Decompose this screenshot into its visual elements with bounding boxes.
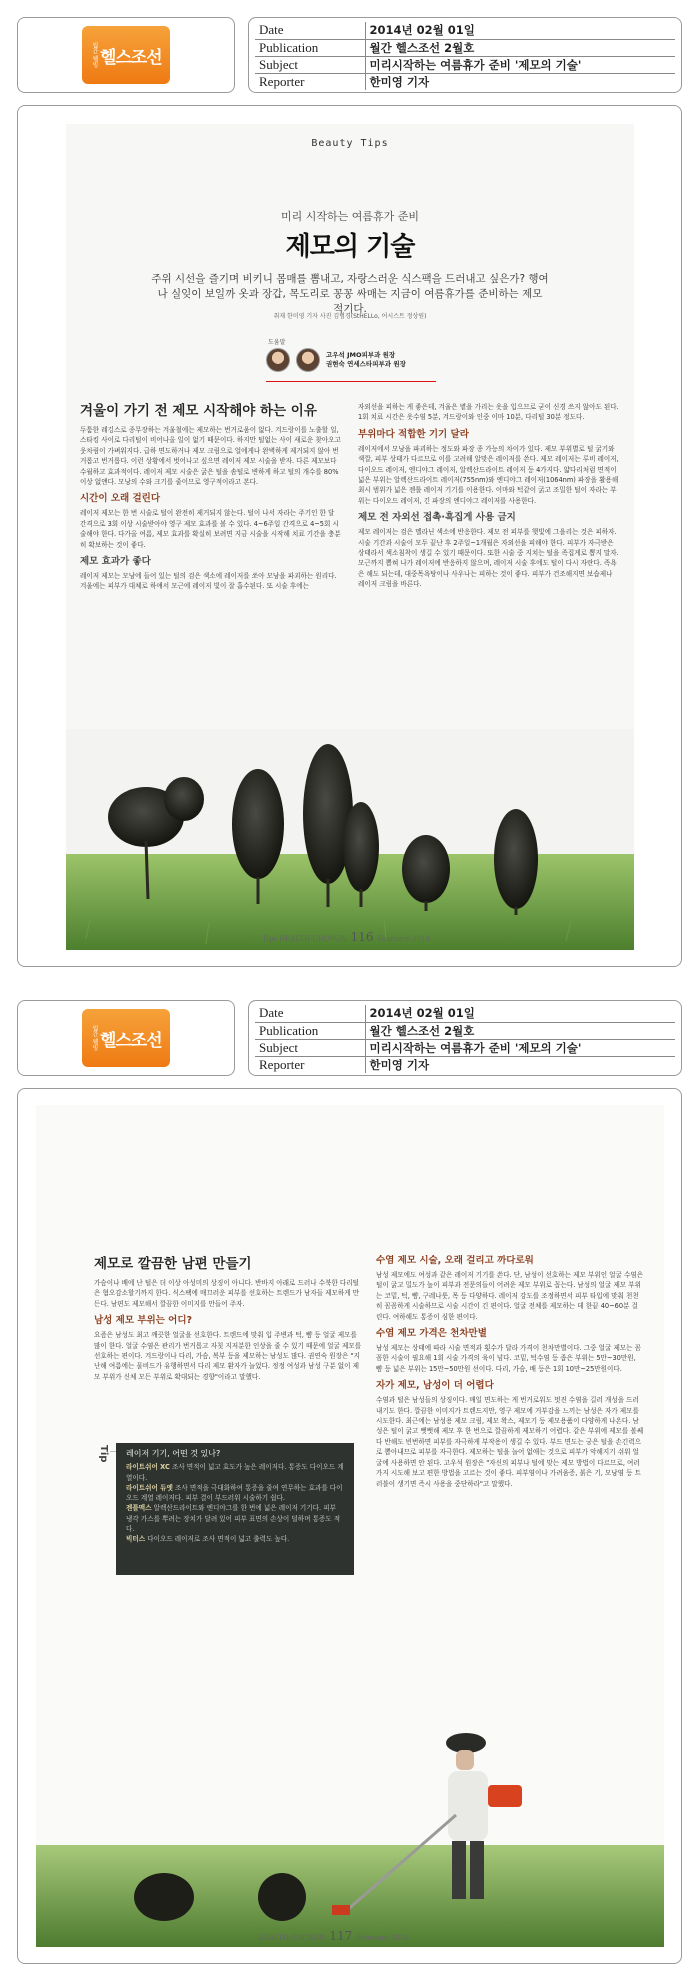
folio-right: February 2014 xyxy=(377,935,430,943)
tip-item-name: 라이트쉬어 XC xyxy=(126,1463,170,1472)
helper-avatar-1 xyxy=(266,348,290,372)
helper-name-1: 고우석 JMO피부과 원장 xyxy=(326,351,396,359)
subheading-precautions: 제모 전 자외선 접촉·흑집게 사용 금지 xyxy=(358,512,516,524)
paragraph: 요즘은 남성도 최고 깨끗한 얼굴을 선호한다. 트랜드에 맞춰 입 주변과 턱, 뺨 등 얼굴 제모를 많이 한다. 얼굴 수염은 관리가 번거롭고 자칫 지저분한 인상을 줄 수 있기 때문에 얼굴 제모를 선호하는 편이다. 겨드랑이나 다리, 가슴, 복부 등을 제모하는 남성도 많다. 권연숙 원장은 "지난해 여름에는 물비드가 유행하면서 다리 제모 환자가 늘었다. 정정 여성과 남성 구분 없이 제모 부위가 신체 모든 부위로 확대되는 경향"이라고 말했다. xyxy=(94,1331,362,1381)
page-folio-117 xyxy=(258,1929,409,1943)
paragraph: 제모 레이저는 검은 멜라닌 색소에 반응한다. 제모 전 피부를 햇빛에 그을리는 것은 피하자. 시술 기간과 시술이 모두 끝난 후 2주일~1개월은 자외선을 피해야 한다. 피부가 자극받은 상태라서 색소침착이 생길 수 있기 때문이다. 또한 시술 중 지치는 털을 족집게로 뽑지 말자. 모근까지 뽑혀 나가 레이저에 반응하지 않으며, 레이저 시술 후에도 털이 다시 자란다. 족욕은 해도 되는데, 대중목욕탕이나 사우나는 피하는 것이 좋다. 피부가 건조해지면 보습제나 레이저 크림을 바른다. xyxy=(358,528,619,589)
subheading-takes-time: 시간이 오래 걸린다 xyxy=(80,493,161,505)
logo-text: 헬스조선 xyxy=(99,47,162,68)
page-116-column-1 xyxy=(80,402,342,660)
logo-text: 헬스조선 xyxy=(99,1030,162,1051)
page-116-sheet xyxy=(66,124,634,950)
subheading-self-removal: 자가 제모, 남성이 더 어렵다 xyxy=(376,1380,494,1392)
article-meta-box-2 xyxy=(248,1000,682,1076)
publication-logo-box-2 xyxy=(17,1000,235,1076)
meta-label-reporter: Reporter xyxy=(255,73,365,90)
paragraph: 레이저에서 모낭을 파괴하는 정도와 파장 종 가능의 차이가 있다. 제모 부위별로 털 굵기와 색깔, 피부 상태가 다르므로 이를 고려해 알맞은 레이저를 쓴다. 제모 레이저는 루비 레이저, 다이오드 레이저, 엔디야그 레이저, 알렉산드라이트 레이저 등 4가지다. 얇다리처럼 면적이 넓은 부위는 알렉산드라이트 레이저(755nm)와 엔디야그 레이저(1064nm) 파장을 활용해 최시 범위가 넓은 젠틀 레이저 기기를 이용한다. 이마와 턱같이 굵고 조밀한 털이 자라는 부위는 다이오드 레이저, 긴 파장의 엔디야그 레이저를 사용한다. xyxy=(358,444,619,505)
article-page-116 xyxy=(17,105,682,967)
page-folio-116 xyxy=(262,930,430,944)
tip-item xyxy=(126,1503,344,1534)
meta-label-subject: Subject xyxy=(255,56,365,73)
folio-left: HEALTH CHOSUN xyxy=(258,1934,326,1942)
helper-name-2: 권현숙 연세스타피부과 원장 xyxy=(326,360,406,368)
tip-item-name: 라이트쉬어 듀엣 xyxy=(126,1483,173,1492)
subheading-device-by-area: 부위마다 적합한 기기 달라 xyxy=(358,428,469,440)
meta-label-publication: Publication xyxy=(255,39,365,56)
meta-date: 2014년 02월 01일 xyxy=(365,1005,675,1022)
health-chosun-logo xyxy=(82,26,170,84)
logo-small-text: 월간 웰빙 xyxy=(90,42,98,68)
logo-small-text: 월간 웰빙 xyxy=(90,1025,98,1051)
tip-item-desc: 조사 면적이 넓고 효도가 높은 레이저다. 통증도 다이오드 계열이다. xyxy=(126,1463,344,1482)
paragraph: 자외선을 피하는 게 좋은데, 겨울은 볕을 가리는 옷을 입으므로 굳이 신경 쓰지 않아도 된다. 1회 치료 시간은 옷수염 5분, 겨드랑이와 인중 이마 10분, 다리털 30분 정도다. xyxy=(358,403,619,422)
page-116-column-2 xyxy=(358,402,620,660)
page-117-column-2 xyxy=(376,1255,644,1590)
subheading-effect-good: 제모 효과가 좋다 xyxy=(80,556,151,568)
helper-label: 도움말 xyxy=(268,339,286,346)
man-trimming-shrubs-photo xyxy=(36,1615,664,1947)
meta-label-publication: Publication xyxy=(255,1022,365,1039)
folio-left: Tips HEALTH CHOSUN xyxy=(262,935,347,943)
helper-names xyxy=(326,351,406,369)
paragraph: 두툼한 레깅스로 종무장하는 겨울철에는 제모하는 번거로움이 없다. 겨드랑이를 노출할 일, 스타킹 사이로 다리털이 비어나올 일이 없기 때문이다. 하지만 털없는 사이 새로운 찾아오고 웃차림이 가벼워지다. 급하 면도하거나 제모 크림으로 얼에게나 완벽하게 제거되지 않아 번거롭고 번거롭다. 이런 상황에서 벗어나고 싶으면 레이저 제모 시술을 받자. 다른 제모보다 수월하고 효과적이다. 레이저 제모 시술은 굵은 털을 솜털로 변하게 하고 털의 개수를 80% 이상 없앤다. 모낭의 수와 크기를 줄이므로 영구적이라고 본다. xyxy=(80,426,341,487)
section-label: Beauty Tips xyxy=(311,138,389,149)
helpers-row xyxy=(266,348,406,372)
meta-label-date: Date xyxy=(255,1005,365,1022)
meta-label-reporter: Reporter xyxy=(255,1056,365,1073)
tip-box-laser-devices xyxy=(116,1443,354,1575)
article-meta-box xyxy=(248,17,682,93)
page-number: 117 xyxy=(329,1929,353,1943)
paragraph: 수염과 털은 남성들의 상징이다. 매일 면도하는 게 번거로워도 멋진 수염을 길러 개성을 드러내기도 한다. 깔끔한 이미지가 트렌드지만, 영구 제모에 거부감을 느끼는 남성은 자가 제모를 시도한다. 최근에는 남성용 제모 크림, 제모 왁스, 제모기 등 제모용품이 다양하게 나온다. 남성은 털이 굵고 뻣뻣해 제모 후 한 번으로 깔끔하게 제모하기 어렵다. 같은 부위에 제모를 볼쎄다 반해도 빈번하면 피부를 자극하게 부작용이 생길 수 있다. 부드 면도는 궁은 털을 손긴력으로 뽑아내므로 피부를 자극한다. 제모하는 털을 늘어 없애는 것으로 피부가 악해지기 쉬워 얼굴에 사용하면 안 된다. 고우석 원장은 "자신의 피부나 털에 맞는 제모 방법이 다르므로, 여러 가지 시도해 보고 편한 방법을 고르는 것이 좋다. 피부염이나 가려움증, 붉은 기, 모낭염 등 트러블이 생기면 즉시 사용을 중단하라"고 말했다. xyxy=(376,1396,644,1488)
page-117-column-1 xyxy=(94,1255,362,1395)
article-meta-table xyxy=(255,1005,675,1073)
subheading-male-areas: 남성 제모 부위는 어디? xyxy=(94,1315,193,1327)
section-heading-husband: 제모로 깔끔한 남편 만들기 xyxy=(94,1256,252,1272)
article-page-117 xyxy=(17,1088,682,1964)
subheading-beard-removal: 수염 제모 시술, 오래 걸리고 까다로워 xyxy=(376,1255,534,1266)
paragraph: 레이저 제모는 한 번 시술로 털이 완전히 제거되지 않는다. 털이 나서 자라는 주기인 한 달 간격으로 3회 이상 시술받아야 영구 제모 효과를 볼 수 있다. 4~6주일 간격으로 4~5회 시술해야 한다. 다가올 여름, 제모 효과를 확실히 보려면 지금 시술을 시작해 치료 기간을 충분히 확보하는 것이 좋다. xyxy=(80,509,341,549)
trees-on-grass-photo xyxy=(66,729,634,950)
article-lead: 주위 시선을 즐기며 비키니 몸매를 뽐내고, 자랑스러운 식스팩을 드러내고 싶은가? 행여나 실잊이 보일까 옷과 장갑, 목도리로 꽁꽁 싸매는 지금이 여름휴가를 준비하는 제모 적기다. xyxy=(151,273,549,315)
meta-label-date: Date xyxy=(255,22,365,39)
page-number: 116 xyxy=(350,930,374,944)
meta-subject: 미리시작하는 여름휴가 준비 '제모의 기술' xyxy=(365,56,675,73)
helper-underline xyxy=(266,381,436,382)
helper-avatar-2 xyxy=(296,348,320,372)
tip-item-desc: 다이오드 레이저로 조사 면적이 넓고 출력도 높다. xyxy=(147,1535,290,1544)
tip-title: 레이저 기기, 어떤 것 있나? xyxy=(126,1449,221,1458)
publication-logo-box xyxy=(17,17,235,93)
tip-item-desc: 조사 면적을 극대화하여 통증을 줄여 연무하는 효과를 다이오드 계열 레이저다. 피부 결이 부드러워 시술하기 쉽다. xyxy=(126,1483,343,1503)
article-meta-table xyxy=(255,22,675,90)
tip-item-name: 빅터스 xyxy=(126,1535,146,1544)
tip-label: Tip xyxy=(98,1445,109,1463)
tip-item-name: 젠틀맥스 xyxy=(126,1504,152,1513)
meta-reporter: 한미영 기자 xyxy=(369,1057,430,1072)
meta-subject: 미리시작하는 여름휴가 준비 '제모의 기술' xyxy=(365,1039,675,1056)
tip-item xyxy=(126,1462,344,1483)
paragraph: 남성 제모는 상태에 따라 시술 면적과 횟수가 달라 가격이 천차만별이다. 그중 얼굴 제모는 꼼꼼한 시술이 필요해 1회 시술 가격의 육이 넘다. 코밑, 턱수염 등 좁은 부위는 5만~30만원, 뺨 등 넓은 부위는 15만~50만원 선이다. 다리, 가슴, 배 등은 1회 10만~25만원이다. xyxy=(376,1344,642,1373)
paragraph: 레이저 제모는 모낭에 들어 있는 털의 검은 색소에 레이저를 쏘아 모낭을 파괴하는 원리다. 겨울에는 피부가 대체로 하얘서 모근에 레이저 빛이 잘 흡수된다. 또 시술 후에는 xyxy=(80,572,337,591)
section-heading-why-winter: 겨울이 가기 전 제모 시작해야 하는 이유 xyxy=(80,403,317,419)
tip-item xyxy=(126,1534,344,1544)
paragraph: 남성 제모에도 여성과 같은 레이저 기기를 쓴다. 단, 남성이 선호하는 제모 부위인 얼굴 수염은 털이 굵고 밀도가 높이 피부과 전문의들이 어려운 제모 부위로 꼽는다. 남성의 얼굴 제모 부위는 코밑, 턱, 뺨, 구레나룻, 목 등 다양하다. 레이저 강도를 조정하면서 피부 타입에 맞춰 천천히 꼼꼼하게 시술하므로 시술 시간이 긴 편이다. 얼굴 전체를 제모하는 데 한끝 40~60분 걸린다. 여하해도 통증이 심한 편이다. xyxy=(376,1271,644,1321)
tip-item xyxy=(126,1483,344,1504)
folio-right: February 2014 xyxy=(356,1934,409,1942)
tip-item-desc: 알렉산드라이트와 엔디야그를 한 번에 넓은 레이저 기기다. 피부 냉각 가스를 뿌려는 장치가 달려 있어 피부 표면의 손상이 덜하며 통증도 적다. xyxy=(126,1504,341,1534)
meta-date: 2014년 02월 01일 xyxy=(365,22,675,39)
meta-reporter: 한미영 기자 xyxy=(369,74,430,89)
article-kicker: 미리 시작하는 여름휴가 준비 xyxy=(280,210,419,223)
meta-publication: 월간 헬스조선 2월호 xyxy=(365,39,675,56)
meta-publication: 월간 헬스조선 2월호 xyxy=(365,1022,675,1039)
subheading-beard-price: 수염 제모 가격은 천차만별 xyxy=(376,1328,487,1340)
page-117-sheet xyxy=(36,1105,664,1947)
health-chosun-logo xyxy=(82,1009,170,1067)
meta-label-subject: Subject xyxy=(255,1039,365,1056)
article-title: 제모의 기술 xyxy=(285,232,415,262)
paragraph: 가슴이나 배에 난 털은 더 이상 아성미의 상징이 아니다. 반바지 아래로 드러나 수북한 다리털은 혐오감소할기까지 한다. 식스팩에 매끄러운 피부를 선호하는 트렌드가 남자들 제모하게 만든다. 남편도 제모해서 깔끔한 이미지를 만들어 주자. xyxy=(94,1279,360,1308)
article-byline: 취재 한미영 기자 사진 김범경(StHELLo, 어시스트 정상원) xyxy=(273,313,427,320)
